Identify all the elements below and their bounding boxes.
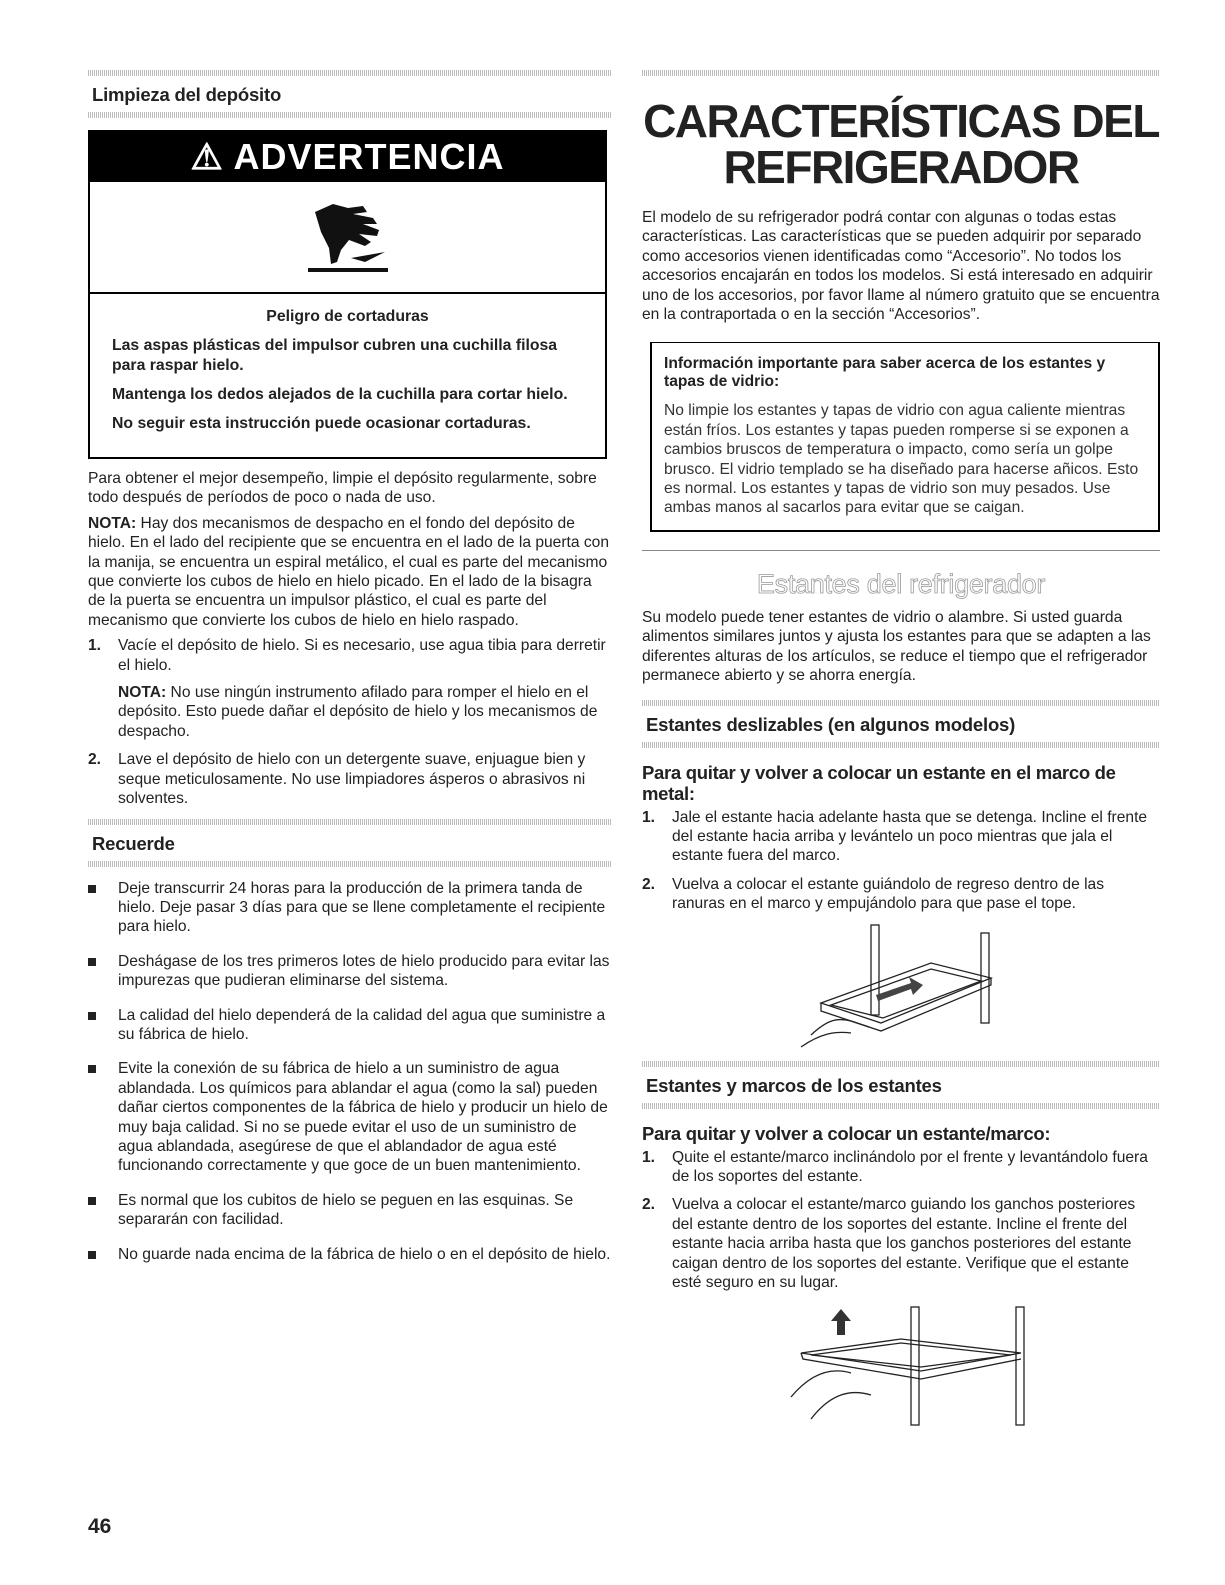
shelf-frame-illustration	[642, 1301, 1160, 1429]
info-box-title: Información importante para saber acerca de los estantes y tapas de vidrio:	[664, 355, 1106, 391]
shelves-title: Estantes del refrigerador	[756, 568, 1046, 599]
list-item: No guarde nada encima de la fábrica de hielo o en el depósito de hielo.	[88, 1245, 612, 1264]
warning-banner: ⚠ ADVERTENCIA	[90, 132, 605, 182]
right-column	[642, 70, 1160, 1429]
info-box-text: No limpie los estantes y tapas de vidrio con agua caliente mientras están fríos. Los estantes y tapas pueden romperse si se exponen a cambios bruscos de temperatura o impacto, como sería un golpe brusco. El vidrio templado se ha diseñado para hacerse añicos. Esto es normal. Los estantes y tapas de vidrio son muy pesados. Use ambas manos al sacarlos para evitar que se caigan.	[664, 402, 1139, 517]
section-title-cleaning: Limpieza del depósito	[92, 84, 282, 105]
warning-line: Mantenga los dedos alejados de la cuchilla para cortar hielo.	[112, 386, 568, 403]
list-item: 2. Lave el depósito de hielo con un detergente suave, enjuague bien y seque meticulosamente. No use limpiadores ásperos o abrasivos ni solventes.	[88, 751, 586, 808]
list-item: Es normal que los cubitos de hielo se peguen en las esquinas. Se separarán con facilidad.	[88, 1191, 612, 1230]
list-item: 1. Jale el estante hacia adelante hasta que se detenga. Incline el frente del estante hacia arriba y levántelo un poco mientras que jala el estante fuera del marco.	[642, 808, 1148, 865]
page-title: CARACTERÍSTICAS DEL REFRIGERADOR	[643, 95, 1159, 193]
list-item: La calidad del hielo dependerá de la calidad del agua que suministre a su fábrica de hielo.	[88, 1006, 612, 1045]
sliding-subheading: Para quitar y volver a colocar un estante en el marco de metal:	[642, 761, 1116, 804]
divider	[642, 70, 1160, 76]
sliding-shelf-illustration	[642, 923, 1160, 1053]
cleaning-note: NOTA: Hay dos mecanismos de despacho en el fondo del depósito de hielo. En el lado del recipiente que se encuentra en el lado de la puerta con la manija, se encuentra un espiral metálico, el cual es parte del mecanismo que convierte los cubos de hielo en hielo picado. En el lado de la bisagra de la puerta se encuentra un impulsor plástico, el cual es parte del mecanismo que convierte los cubos de hielo en hielo raspado.	[88, 514, 610, 629]
glass-info-box	[650, 342, 1160, 531]
section-title-sliding: Estantes deslizables (en algunos modelos)	[646, 713, 1016, 735]
list-item: 2. Vuelva a colocar el estante guiándolo de regreso dentro de las ranuras en el marco y empujándolo para que pase el tope.	[642, 875, 1105, 913]
cleaning-intro: Para obtener el mejor desempeño, limpie el depósito regularmente, sobre todo después de períodos de poco o nada de uso.	[88, 470, 597, 507]
section-title-remember: Recuerde	[92, 832, 175, 854]
warning-box	[88, 130, 607, 459]
left-column	[88, 70, 612, 1279]
list-item: Evite la conexión de su fábrica de hielo a un suministro de agua ablandada. Los químicos para ablandar el agua (como la sal) pueden dañar ciertos componentes de la fábrica de hielo y producir un hielo de muy baja calidad. Si no se puede evitar el uso de un suministro de agua ablandada, asegúrese de que el ablandador de agua esté funcionando correctamente y que goce de un buen mantenimiento.	[88, 1059, 612, 1175]
remember-list	[88, 879, 612, 1265]
divider	[642, 550, 1160, 551]
shelves-intro: Su modelo puede tener estantes de vidrio o alambre. Si usted guarda alimentos similares juntos y ajusta los estantes para que se adapten a las diferentes alturas de los artículos, se reduce el tiempo que el refrigerador permanece abierto y se ahorra energía.	[642, 608, 1151, 685]
warning-line: Las aspas plásticas del impulsor cubren una cuchilla filosa para raspar hielo.	[112, 337, 558, 374]
warning-title: Peligro de cortaduras	[266, 308, 429, 325]
warning-line: No seguir esta instrucción puede ocasionar cortaduras.	[112, 415, 531, 432]
page-number: 46	[88, 1515, 112, 1538]
frames-steps	[642, 1148, 1160, 1293]
cut-hazard-icon	[90, 182, 605, 294]
section-title-frames: Estantes y marcos de los estantes	[646, 1074, 942, 1096]
divider	[642, 1103, 1160, 1109]
list-item: Deshágase de los tres primeros lotes de hielo producido para evitar las impurezas que pudieran eliminarse del sistema.	[88, 952, 612, 991]
cleaning-steps	[88, 636, 612, 808]
list-item: 1. Quite el estante/marco inclinándolo por el frente y levantándolo fuera de los soportes del estante.	[642, 1148, 1148, 1185]
frames-subheading: Para quitar y volver a colocar un estante/marco:	[642, 1122, 1051, 1144]
list-item: 1. Vacíe el depósito de hielo. Si es necesario, use agua tibia para derretir el hielo. NOTA: No use ningún instrumento afilado para romper el hielo en el depósito. Esto puede dañar el depósito de hielo y los mecanismos de despacho.	[88, 637, 606, 740]
divider	[88, 861, 612, 867]
features-intro: El modelo de su refrigerador podrá contar con algunas o todas estas características. Las características que se pueden adquirir por separado como accesorios vienen identificadas como “Accesorio”. No todos los accesorios encajarán en todos los modelos. Si está interesado en adquirir uno de los accesorios, por favor llame al número gratuito que se encuentra en la contraportada o en la sección “Accesorios”.	[642, 209, 1160, 324]
divider	[642, 742, 1160, 748]
divider	[88, 112, 612, 118]
list-item: Deje transcurrir 24 horas para la producción de la primera tanda de hielo. Deje pasar 3 días para que se llene completamente el recipiente para hielo.	[88, 879, 612, 937]
list-item: 2. Vuelva a colocar el estante/marco guiando los ganchos posteriores del estante dentro de los soportes del estante. Incline el frente del estante hacia arriba hasta que los ganchos posteriores del estante caigan dentro de los soportes del estante. Verifique que el estante esté seguro en su lugar.	[642, 1196, 1136, 1291]
sliding-steps	[642, 808, 1160, 914]
